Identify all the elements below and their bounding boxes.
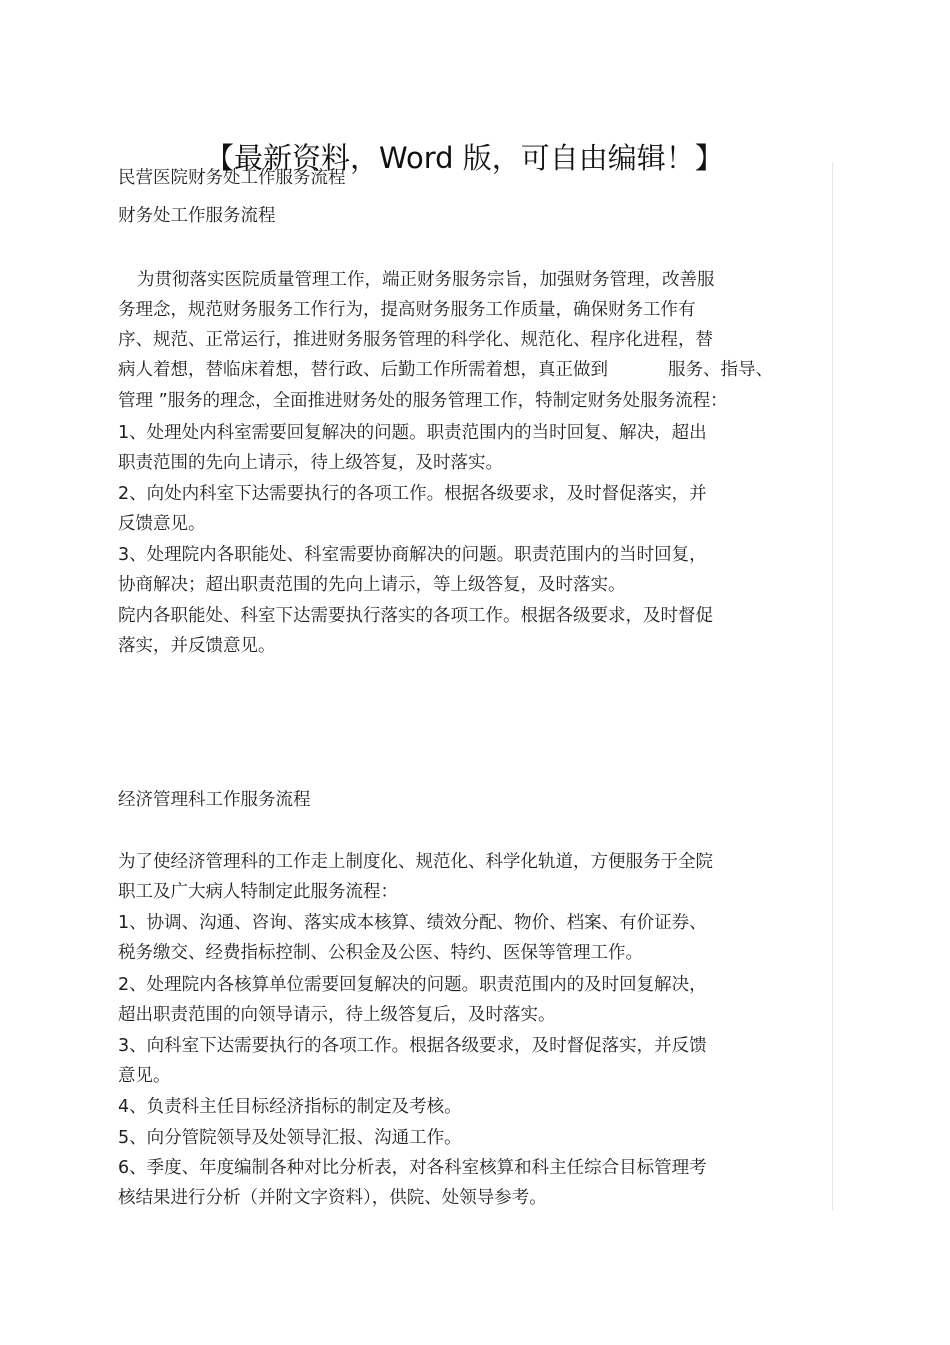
list-item: 2、向处内科室下达需要执行的各项工作。根据各级要求，及时督促落实，并 xyxy=(118,484,707,504)
section-heading-finance: 财务处工作服务流程 xyxy=(118,206,276,226)
list-item-continuation: 超出职责范围的向领导请示，待上级答复后，及时落实。 xyxy=(118,1005,556,1025)
paragraph-line-part: 病人着想，替临床着想，替行政、后勤工作所需着想，真正做到 xyxy=(118,360,608,380)
list-item-continuation: 核结果进行分析（并附文字资料），供院、处领导参考。 xyxy=(118,1188,547,1208)
list-item-continuation: 反馈意见。 xyxy=(118,514,206,534)
list-item: 4、负责科主任目标经济指标的制定及考核。 xyxy=(118,1097,462,1117)
list-item-continuation: 意见。 xyxy=(118,1066,171,1086)
list-item: 5、向分管院领导及处领导汇报、沟通工作。 xyxy=(118,1128,462,1148)
paragraph-line-part: 服务、指导、 xyxy=(668,360,773,380)
list-item: 1、处理处内科室需要回复解决的问题。职责范围内的当时回复、解决，超出 xyxy=(118,423,707,443)
list-item: 3、向科室下达需要执行的各项工作。根据各级要求，及时督促落实，并反馈 xyxy=(118,1036,707,1056)
list-item: 3、处理院内各职能处、科室需要协商解决的问题。职责范围内的当时回复， xyxy=(118,545,707,565)
paragraph-line: 序、规范、正常运行，推进财务服务管理的科学化、规范化、程序化进程，替 xyxy=(118,330,713,350)
paragraph-line: 为了使经济管理科的工作走上制度化、规范化、科学化轨道，方便服务于全院 xyxy=(118,852,713,872)
paragraph-line xyxy=(118,358,773,382)
list-item: 院内各职能处、科室下达需要执行落实的各项工作。根据各级要求，及时督促 xyxy=(118,606,713,626)
list-item: 6、季度、年度编制各种对比分析表，对各科室核算和科主任综合目标管理考 xyxy=(118,1158,707,1178)
page-edge-rule xyxy=(832,162,833,1210)
list-item-continuation: 税务缴交、经费指标控制、公积金及公医、特约、医保等管理工作。 xyxy=(118,943,643,963)
paragraph-line: 管理 ”服务的理念，全面推进财务处的服务管理工作，特制定财务处服务流程： xyxy=(118,391,728,411)
paragraph-line: 为贯彻落实医院质量管理工作，端正财务服务宗旨，加强财务管理，改善服 xyxy=(137,270,715,290)
list-item-continuation: 落实，并反馈意见。 xyxy=(118,636,276,656)
list-item-continuation: 职责范围的先向上请示，待上级答复，及时落实。 xyxy=(118,453,503,473)
section-heading-economic-management: 经济管理科工作服务流程 xyxy=(118,790,311,810)
document-title: 民营医院财务处工作服务流程 xyxy=(118,168,346,188)
paragraph-line: 务理念，规范财务服务工作行为，提高财务服务工作质量，确保财务工作有 xyxy=(118,300,696,320)
editable-banner: 【最新资料，Word 版，可自由编辑！】 xyxy=(205,141,724,175)
paragraph-line: 职工及广大病人特制定此服务流程： xyxy=(118,882,398,902)
list-item: 1、协调、沟通、咨询、落实成本核算、绩效分配、物价、档案、有价证券、 xyxy=(118,913,707,933)
list-item: 2、处理院内各核算单位需要回复解决的问题。职责范围内的及时回复解决， xyxy=(118,975,707,995)
list-item-continuation: 协商解决；超出职责范围的先向上请示，等上级答复，及时落实。 xyxy=(118,575,626,595)
